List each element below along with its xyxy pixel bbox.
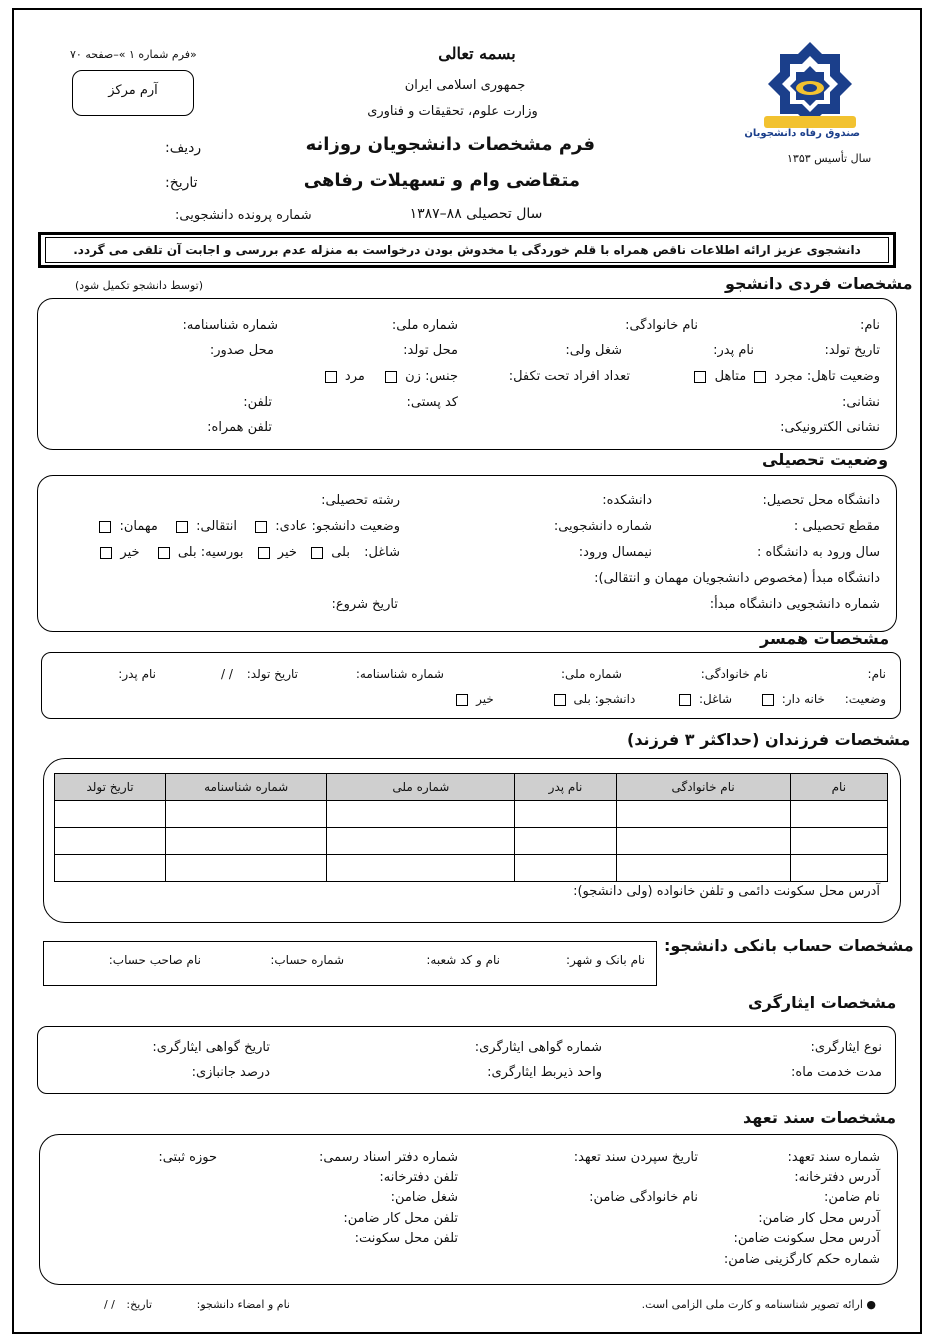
bank-account-no-field[interactable]: شماره حساب:	[270, 953, 344, 967]
children-address-field[interactable]: آدرس محل سکونت دائمی و تلفن خانواده (ولی دانشجو):	[573, 884, 880, 899]
commitment-deposit-date-field[interactable]: تاریخ سپردن سند تعهد:	[573, 1150, 698, 1165]
spouse-employed-checkbox[interactable]	[679, 694, 691, 706]
footer-note-text: ارائه تصویر شناسنامه و کارت ملی الزامی است.	[641, 1298, 863, 1311]
regular-label: عادی:	[275, 519, 308, 534]
spouse-birth-date-label: تاریخ تولد:	[246, 667, 298, 681]
bank-holder-field[interactable]: نام صاحب حساب:	[108, 953, 201, 967]
academic-origin-no-field[interactable]: شماره دانشجویی دانشگاه مبدأ:	[709, 597, 880, 612]
footer-signature-field[interactable]: نام و امضاء دانشجو:	[196, 1298, 290, 1311]
commitment-guarantor-home-phone-field[interactable]: تلفن محل سکونت:	[354, 1231, 458, 1246]
table-cell[interactable]	[55, 855, 166, 882]
academic-origin-uni-field[interactable]: دانشگاه مبدأ (مخصوص دانشجویان مهمان و انتقالی):	[594, 571, 880, 586]
section-title-commitment: مشخصات سند تعهد	[743, 1108, 897, 1127]
sacrifice-cert-date-field[interactable]: تاریخ گواهی ایثارگری:	[152, 1040, 270, 1055]
spouse-no-label: خیر	[476, 692, 494, 706]
spouse-status-label: وضعیت:	[844, 692, 886, 706]
logo-text: صندوق رفاه دانشجویان	[744, 128, 860, 139]
spouse-employed-label: شاغل:	[698, 692, 733, 706]
commitment-zone-field[interactable]: حوزه ثبتی:	[158, 1150, 217, 1165]
academic-major-field[interactable]: رشته تحصیلی:	[321, 493, 400, 508]
personal-gender-row	[321, 369, 458, 384]
section-title-personal: مشخصات فردی دانشجو	[725, 274, 913, 293]
row-label: ردیف:	[165, 140, 202, 156]
male-checkbox[interactable]	[325, 371, 337, 383]
spouse-birth-date-field[interactable]	[221, 667, 298, 681]
academic-entry-term-field[interactable]: نیمسال ورود:	[578, 545, 652, 560]
sacrifice-cert-no-field[interactable]: شماره گواهی ایثارگری:	[474, 1040, 602, 1055]
employed-no-checkbox[interactable]	[258, 547, 270, 559]
basmala: بسمه تعالی	[438, 44, 516, 63]
commitment-office-no-field[interactable]: شماره دفتر اسناد رسمی:	[318, 1150, 458, 1165]
table-cell[interactable]	[327, 828, 515, 855]
commitment-office-address-field[interactable]: آدرس دفترخانه:	[794, 1170, 880, 1185]
personal-birth-date-field[interactable]: تاریخ تولد:	[824, 343, 880, 358]
bank-branch-field[interactable]: نام و کد شعبه:	[426, 953, 500, 967]
academic-year: سال تحصیلی ۸۸–۱۳۸۷	[409, 206, 543, 222]
stamp-label: آرم مرکز	[108, 83, 158, 98]
table-cell[interactable]	[166, 828, 327, 855]
commitment-office-phone-field[interactable]: تلفن دفترخانه:	[379, 1170, 458, 1185]
column-header: نام پدر	[515, 774, 616, 801]
spouse-id-no-field[interactable]: شماره شناسنامه:	[355, 667, 444, 681]
personal-birth-place-field[interactable]: محل تولد:	[403, 343, 458, 358]
sacrifice-type-field[interactable]: نوع ایثارگری:	[810, 1040, 882, 1055]
footer-date-slashes: / /	[103, 1298, 115, 1311]
academic-entry-year-field[interactable]: سال ورود به دانشگاه :	[757, 545, 880, 560]
scholarship-no-checkbox[interactable]	[100, 547, 112, 559]
notice-text: دانشجوی عزیز ارائه اطلاعات ناقص همراه با قلم خوردگی یا مخدوش بودن درخواست به منزله عدم بررسی و اجابت آن تلقی می گردد.	[45, 237, 889, 263]
section-title-academic: وضعیت تحصیلی	[762, 450, 889, 469]
footer-date-field[interactable]	[104, 1298, 152, 1311]
column-header: تاریخ تولد	[55, 774, 166, 801]
employed-label: شاغل:	[364, 545, 400, 560]
table-cell[interactable]	[790, 828, 887, 855]
personal-name-field[interactable]: نام:	[859, 318, 880, 333]
table-cell[interactable]	[327, 801, 515, 828]
sacrifice-duration-field[interactable]: مدت خدمت ماه:	[791, 1065, 882, 1080]
table-row	[55, 828, 888, 855]
spouse-status-row	[452, 692, 886, 706]
file-number-label: شماره پرونده دانشجویی:	[175, 208, 312, 223]
notice-box	[38, 232, 896, 268]
commitment-guarantor-work-address-field[interactable]: آدرس محل کار ضامن:	[758, 1211, 880, 1226]
personal-national-id-field[interactable]: شماره ملی:	[391, 318, 458, 333]
table-cell[interactable]	[616, 801, 790, 828]
table-cell[interactable]	[166, 855, 327, 882]
table-cell[interactable]	[55, 801, 166, 828]
academic-start-date-field[interactable]: تاریخ شروع:	[331, 597, 398, 612]
column-header: نام خانوادگی	[616, 774, 790, 801]
scholarship-yes-checkbox[interactable]	[158, 547, 170, 559]
personal-dependents-field[interactable]: تعداد افراد تحت تکفل:	[508, 369, 630, 384]
single-label: مجرد	[774, 369, 803, 384]
transfer-label: انتقالی:	[196, 519, 237, 534]
table-cell[interactable]	[616, 828, 790, 855]
guest-label: مهمان:	[119, 519, 158, 534]
academic-employment-row	[96, 545, 400, 560]
form-subtitle: متقاضی وام و تسهیلات رفاهی	[303, 170, 580, 191]
footer-date-label: تاریخ:	[126, 1298, 152, 1311]
bullet-icon: ●	[866, 1298, 876, 1311]
scholarship-yes-label: بلی	[177, 545, 197, 560]
table-cell[interactable]	[790, 801, 887, 828]
spouse-father-field[interactable]: نام پدر:	[118, 667, 156, 681]
personal-father-field[interactable]: نام پدر:	[713, 343, 754, 358]
footer-note	[642, 1298, 876, 1311]
personal-marital-row	[690, 369, 880, 384]
academic-faculty-field[interactable]: دانشکده:	[602, 493, 652, 508]
personal-id-no-field[interactable]: شماره شناسنامه:	[182, 318, 278, 333]
personal-email-field[interactable]: نشانی الکترونیکی:	[780, 420, 880, 435]
spouse-no-checkbox[interactable]	[456, 694, 468, 706]
academic-status-row	[95, 519, 400, 534]
column-header: شماره ملی	[327, 774, 515, 801]
form-title: فرم مشخصات دانشجویان روزانه	[305, 134, 595, 155]
ministry-title: وزارت علوم، تحقیقات و فناوری	[367, 104, 538, 119]
table-cell[interactable]	[166, 801, 327, 828]
form-reference: «فرم شماره ۱ »–صفحه ۷۰	[70, 48, 197, 61]
guest-checkbox[interactable]	[99, 521, 111, 533]
personal-issue-place-field[interactable]: محل صدور:	[209, 343, 274, 358]
scholarship-label: بورسیه:	[200, 545, 244, 560]
married-checkbox[interactable]	[694, 371, 706, 383]
status-label: وضعیت دانشجو:	[311, 519, 400, 534]
sacrifice-unit-field[interactable]: واحد ذیربط ایثارگری:	[487, 1065, 602, 1080]
founded-year: سال تأسیس ۱۳۵۳	[787, 152, 872, 165]
commitment-guarantor-home-address-field[interactable]: آدرس محل سکونت ضامن:	[733, 1231, 880, 1246]
spouse-name-field[interactable]: نام:	[867, 667, 886, 681]
housewife-checkbox[interactable]	[762, 694, 774, 706]
spouse-student-checkbox[interactable]	[554, 694, 566, 706]
personal-postal-field[interactable]: کد پستی:	[406, 395, 458, 410]
table-cell[interactable]	[55, 828, 166, 855]
logo-emblem-icon	[744, 40, 860, 140]
transfer-checkbox[interactable]	[176, 521, 188, 533]
commitment-doc-no-field[interactable]: شماره سند تعهد:	[787, 1150, 880, 1165]
table-cell[interactable]	[790, 855, 887, 882]
academic-student-no-field[interactable]: شماره دانشجویی:	[553, 519, 652, 534]
scholarship-no-label: خیر	[120, 545, 140, 560]
spouse-family-field[interactable]: نام خانوادگی:	[700, 667, 768, 681]
spouse-national-id-field[interactable]: شماره ملی:	[561, 667, 622, 681]
personal-mobile-field[interactable]: تلفن همراه:	[207, 420, 272, 435]
table-cell[interactable]	[515, 855, 616, 882]
section-title-children: مشخصات فرزندان (حداکثر ۳ فرزند)	[627, 730, 911, 749]
column-header: نام	[790, 774, 887, 801]
personal-note: (توسط دانشجو تکمیل شود)	[75, 279, 204, 292]
marital-label: وضعیت تاهل:	[806, 369, 880, 384]
commitment-guarantor-name-field[interactable]: نام ضامن:	[824, 1190, 880, 1205]
gender-female-label: جنس: زن	[405, 369, 458, 384]
employed-yes-checkbox[interactable]	[311, 547, 323, 559]
housewife-label: خانه دار:	[781, 692, 825, 706]
column-header: شماره شناسنامه	[166, 774, 327, 801]
table-row	[55, 855, 888, 882]
spouse-birth-date-slashes: / /	[221, 667, 233, 681]
married-label: متاهل	[714, 369, 747, 384]
academic-university-field[interactable]: دانشگاه محل تحصیل:	[762, 493, 880, 508]
children-table-header	[55, 774, 888, 801]
spouse-student-label: دانشجو: بلی	[573, 692, 636, 706]
employed-yes-label: بلی	[331, 545, 350, 560]
table-cell[interactable]	[327, 855, 515, 882]
commitment-guarantor-work-phone-field[interactable]: تلفن محل کار ضامن:	[343, 1211, 458, 1226]
personal-phone-field[interactable]: تلفن:	[243, 395, 272, 410]
table-cell[interactable]	[616, 855, 790, 882]
date-label: تاریخ:	[165, 175, 198, 191]
female-checkbox[interactable]	[385, 371, 397, 383]
commitment-guarantor-job-field[interactable]: شغل ضامن:	[390, 1190, 458, 1205]
bank-city-field[interactable]: نام بانک و شهر:	[566, 953, 645, 967]
single-checkbox[interactable]	[754, 371, 766, 383]
table-row	[55, 801, 888, 828]
commitment-employment-no-field[interactable]: شماره حکم کارگزینی ضامن:	[723, 1252, 880, 1267]
personal-guardian-job-field[interactable]: شغل ولی:	[565, 343, 622, 358]
stamp-box	[72, 70, 194, 116]
commitment-guarantor-family-field[interactable]: نام خانوادگی ضامن:	[589, 1190, 698, 1205]
section-title-bank: مشخصات حساب بانکی دانشجو:	[664, 936, 914, 955]
sacrifice-box	[37, 1026, 896, 1094]
sacrifice-disability-field[interactable]: درصد جانبازی:	[191, 1065, 270, 1080]
regular-checkbox[interactable]	[255, 521, 267, 533]
personal-family-field[interactable]: نام خانوادگی:	[625, 318, 698, 333]
spouse-box	[41, 652, 901, 719]
republic-title: جمهوری اسلامی ایران	[404, 78, 526, 93]
section-title-spouse: مشخصات همسر	[760, 629, 890, 648]
children-table	[54, 773, 888, 882]
section-title-sacrifice: مشخصات ایثارگری	[748, 993, 897, 1012]
personal-address-field[interactable]: نشانی:	[841, 395, 880, 410]
employed-no-label: خیر	[277, 545, 297, 560]
gender-male-label: مرد	[344, 369, 365, 384]
table-cell[interactable]	[515, 801, 616, 828]
academic-degree-field[interactable]: مقطع تحصیلی :	[793, 519, 880, 534]
table-cell[interactable]	[515, 828, 616, 855]
logo	[744, 40, 860, 140]
